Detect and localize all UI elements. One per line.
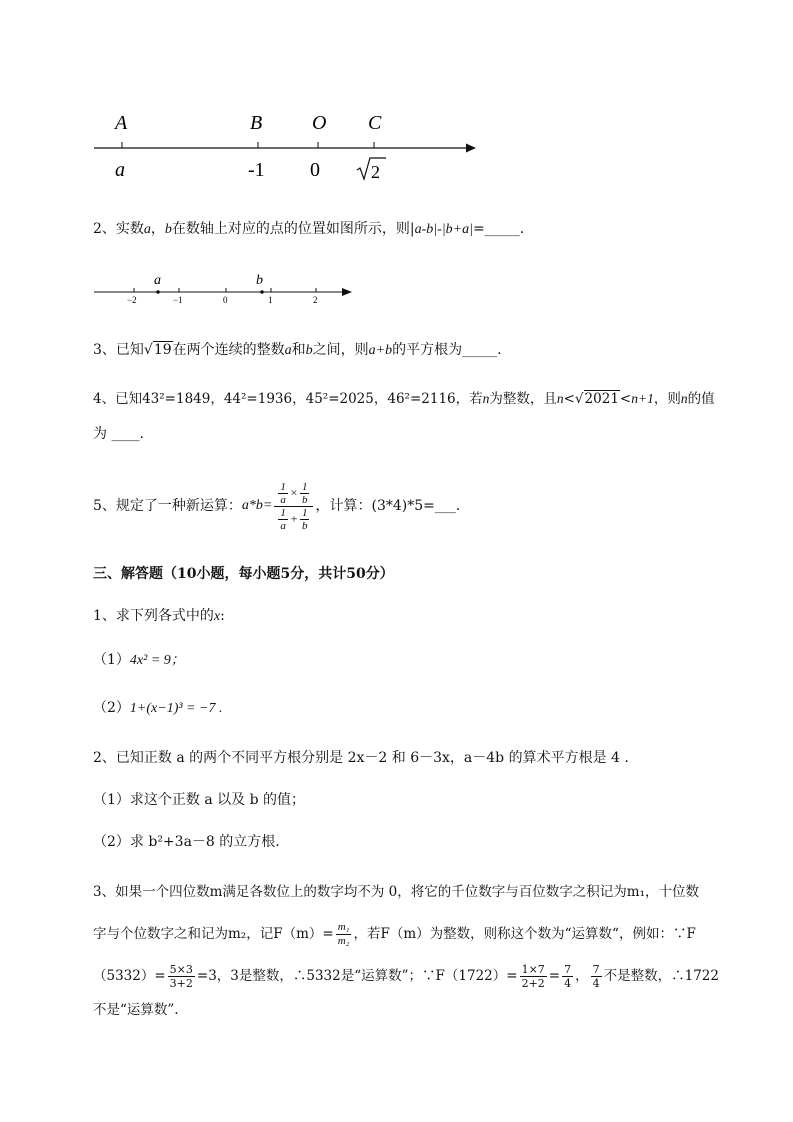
problem-1-stem: 1、求下列各式中的x:: [93, 608, 225, 624]
q5-definition-fraction: $\frac{1}{a}$ × $\frac{1}{b}$ $\frac{1}{a}$ + $\frac{1}{b}$: [274, 481, 313, 532]
p3-example-fraction-2: $\frac{1\times 7}{2+2}$: [521, 962, 545, 990]
number-line-2-arrow: [342, 288, 352, 296]
problem-1-part-2: （2）1+(x−1)³ = −7 .: [93, 700, 223, 716]
tick-label-0: 0: [223, 295, 228, 305]
p3-example-fraction-1: $\frac{5\times 3}{3+2}$: [169, 962, 193, 990]
letter-c: C: [368, 112, 382, 134]
number-line-1-arrow: [466, 144, 476, 153]
question-4-line1: 4、已知43²=1849，44²=1936，45²=2025，46²=2116，若n为整数，且n<√2021<n+1，则n的值: [93, 391, 715, 407]
point-a: [156, 290, 160, 294]
label-b: b: [256, 273, 263, 288]
question-3: 3、已知√19在两个连续的整数a和b之间，则a+b的平方根为_____.: [93, 342, 502, 358]
tick-label-neg2: −2: [127, 295, 137, 305]
tick-label-2: 2: [313, 295, 318, 305]
number-line-1: [90, 108, 490, 188]
label-a: a: [154, 273, 161, 288]
problem-2-part-2: （2）求 b²+3a－8 的立方根.: [93, 834, 280, 850]
problem-3-line-2: 字与个位数字之和记为m₂，记F（m）= $\frac{\text{m₁}}{\text{m₂}}$ ，若F（m）为整数，则称这个数为“运算数“，例如：∵F: [93, 920, 696, 947]
letter-a: A: [115, 112, 128, 134]
problem-3-line-4: 不是“运算数”.: [93, 1002, 179, 1018]
value-sqrt2: 2: [371, 162, 380, 182]
value-neg1: -1: [248, 159, 265, 181]
problem-1-part-1: （1）4x² = 9；: [93, 652, 185, 668]
problem-2-stem: 2、已知正数 a 的两个不同平方根分别是 2x－2 和 6－3x，a－4b 的算术平方根是 4 .: [93, 750, 629, 766]
letter-b: B: [250, 112, 263, 134]
value-0: 0: [310, 159, 320, 181]
tick-label-1: 1: [268, 295, 273, 305]
question-4-line2: 为 ____.: [93, 426, 144, 442]
question-2: 2、实数a，b在数轴上对应的点的位置如图所示，则|a-b|-|b+a|=_____.: [93, 221, 525, 237]
section-3-heading: 三、解答题（10小题，每小题5分，共计50分）: [93, 566, 394, 582]
p3-fm-fraction: $\frac{\text{m₁}}{\text{m₂}}$: [337, 920, 350, 947]
p3-example-fraction-4: $\frac{7}{4}$: [592, 962, 600, 990]
tick-label-neg1: −1: [173, 295, 183, 305]
letter-o: O: [312, 112, 327, 134]
point-b: [260, 290, 264, 294]
problem-2-part-1: （1）求这个正数 a 以及 b 的值；: [93, 792, 306, 808]
value-a: a: [115, 159, 125, 181]
number-line-2: [90, 270, 360, 310]
question-5: 5、规定了一种新运算： a*b= $\frac{1}{a}$ × $\frac{1}{b}$ $\frac{1}{a}$ + $\frac{1}{b}$ ，计算：(3*4)*5=___.: [93, 480, 461, 532]
problem-3-line-3: （5332）= $\frac{5\times 3}{3+2}$ =3，3是整数，∴5332是“运算数”；∵F（1722）= $\frac{1\times 7}{2+2}$ = $\frac{7}{4}$ ， $\frac{7}{4}$ 不是整数，∴1722: [93, 962, 719, 990]
p3-example-fraction-3: $\frac{7}{4}$: [564, 962, 572, 990]
problem-3-line-1: 3、如果一个四位数m满足各数位上的数字均不为 0，将它的千位数字与百位数字之积记为m₁，十位数: [93, 884, 699, 900]
